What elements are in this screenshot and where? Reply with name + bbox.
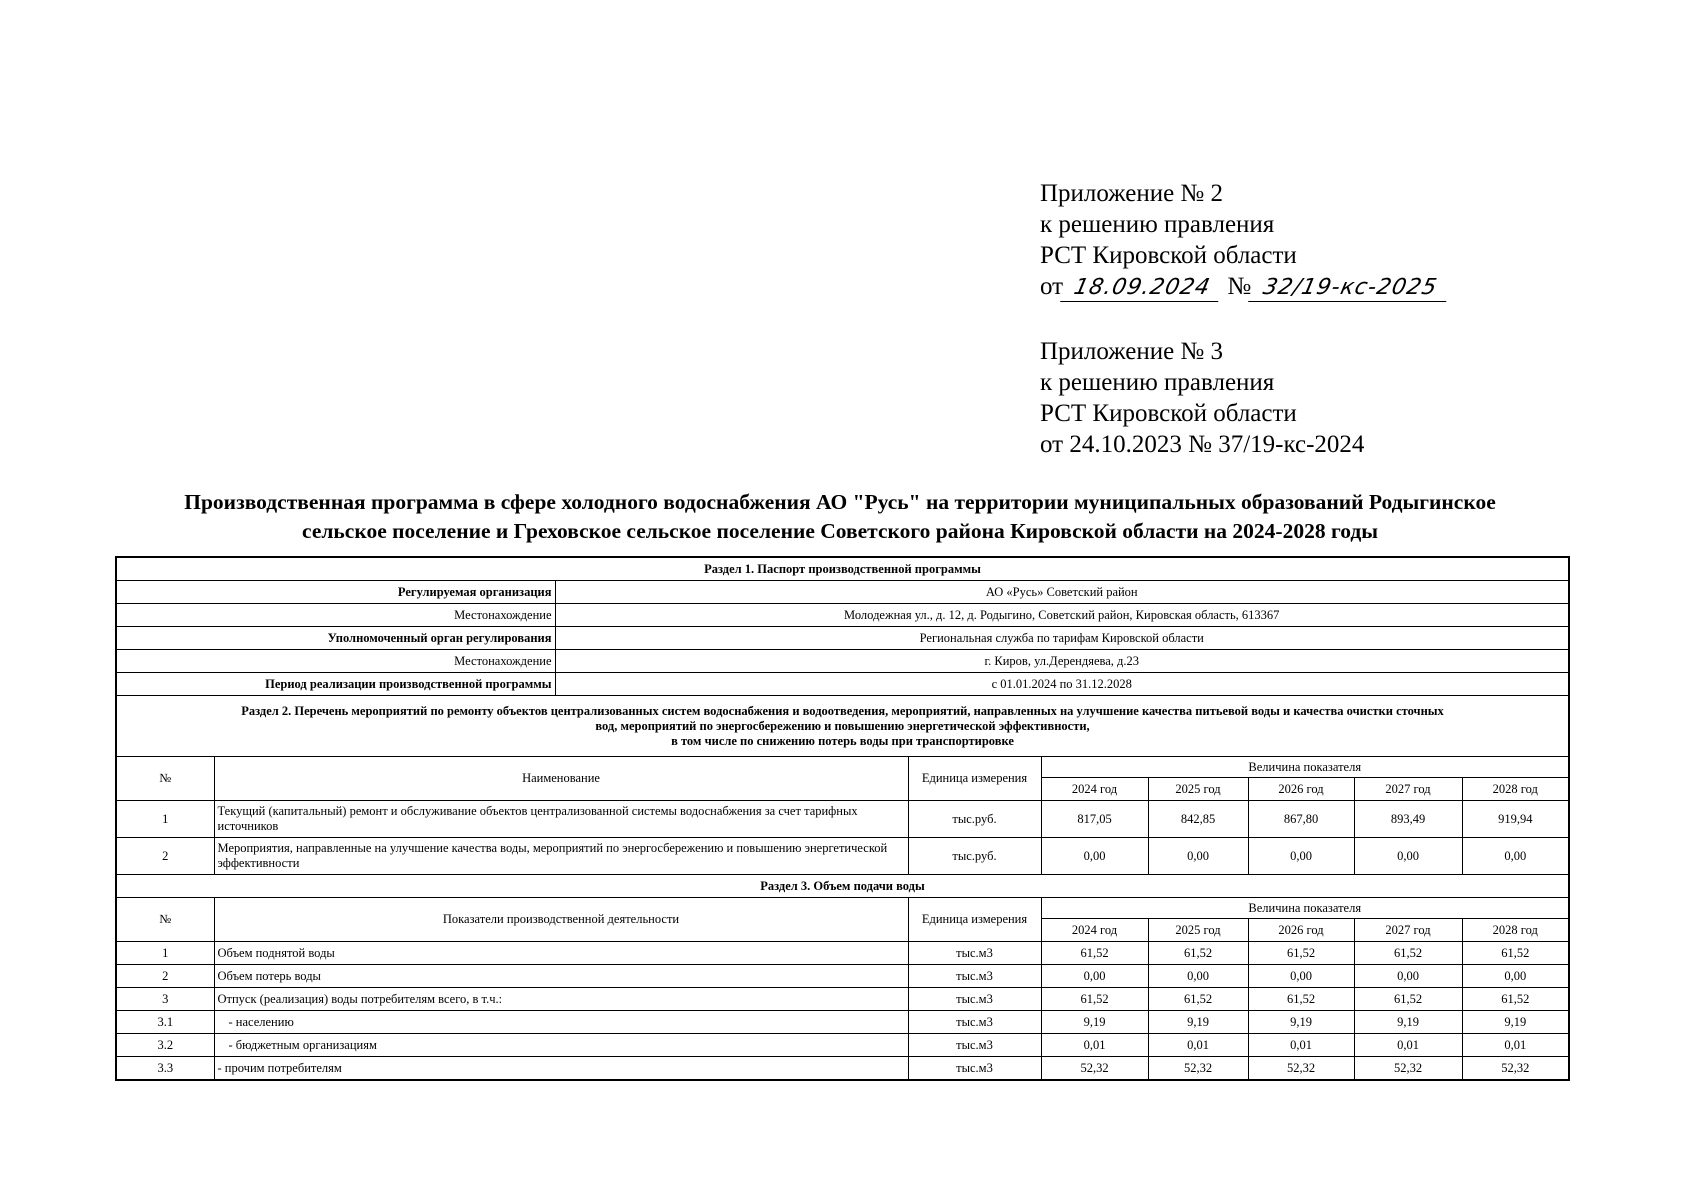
row-number: 2 [116,965,214,988]
row-value: 52,32 [1041,1057,1148,1081]
row-name: - населению [214,1011,908,1034]
section-2-heading [116,696,1569,757]
passport-row [116,627,1569,650]
row-value: 919,94 [1462,801,1569,838]
column-header-unit: Единица измерения [908,898,1041,942]
from-label: от [1040,273,1064,300]
row-unit: тыс.м3 [908,1057,1041,1081]
column-header-year: 2027 год [1354,919,1462,942]
passport-label: Местонахождение [116,604,555,627]
table-row [116,988,1569,1011]
column-header-name: Показатели производственной деятельности [214,898,908,942]
column-header-value: Величина показателя [1041,898,1569,919]
row-name: Текущий (капитальный) ремонт и обслуживание объектов централизованной системы водоснабжения за счет тарифных источников [214,801,908,838]
column-header-year: 2027 год [1354,778,1462,801]
row-unit: тыс.руб. [908,838,1041,875]
appendix-2-subtitle: к решению правления [1040,211,1275,238]
passport-row [116,581,1569,604]
row-value: 52,32 [1462,1057,1569,1081]
row-name: Объем поднятой воды [214,942,908,965]
passport-row [116,604,1569,627]
column-header-year: 2026 год [1248,919,1354,942]
row-number: 3.2 [116,1034,214,1057]
passport-value: Региональная служба по тарифам Кировской области [555,627,1569,650]
row-value: 867,80 [1248,801,1354,838]
passport-value: с 01.01.2024 по 31.12.2028 [555,673,1569,696]
handwritten-date: 18.09.2024 [1060,275,1224,302]
row-name: Мероприятия, направленные на улучшение качества воды, мероприятий по энергосбережению и повышению энергетической эффективности [214,838,908,875]
row-number: 1 [116,942,214,965]
passport-label: Период реализации производственной программы [116,673,555,696]
handwritten-number: 32/19-кс-2025 [1248,275,1452,302]
row-name: Объем потерь воды [214,965,908,988]
table-row [116,1057,1569,1081]
passport-row [116,673,1569,696]
appendix-3-header [1040,336,1560,460]
column-header-year: 2025 год [1148,919,1248,942]
column-header-value: Величина показателя [1041,757,1569,778]
column-header-year: 2026 год [1248,778,1354,801]
row-unit: тыс.м3 [908,965,1041,988]
column-header-unit: Единица измерения [908,757,1041,801]
section-2-heading-line-3: в том числе по снижению потерь воды при транспортировке [671,733,1014,748]
row-number: 2 [116,838,214,875]
table-row [116,965,1569,988]
row-value: 817,05 [1041,801,1148,838]
row-value: 61,52 [1148,988,1248,1011]
table-row [116,838,1569,875]
row-value: 61,52 [1354,988,1462,1011]
appendix-3-subtitle: к решению правления [1040,369,1275,396]
passport-label: Местонахождение [116,650,555,673]
row-value: 893,49 [1354,801,1462,838]
row-value: 61,52 [1248,988,1354,1011]
row-value: 0,01 [1354,1034,1462,1057]
column-header-number: № [116,898,214,942]
appendix-3-decision-ref: от 24.10.2023 № 37/19-кс-2024 [1040,431,1365,458]
row-value: 0,00 [1354,838,1462,875]
section-2-heading-line-2: вод, мероприятий по энергосбережению и повышению энергетической эффективности, [595,718,1090,733]
appendix-2-authority: РСТ Кировской области [1040,242,1297,269]
row-unit: тыс.м3 [908,942,1041,965]
row-value: 61,52 [1462,988,1569,1011]
appendix-2-title: Приложение № 2 [1040,180,1224,207]
appendix-3-title: Приложение № 3 [1040,338,1224,365]
row-value: 9,19 [1248,1011,1354,1034]
section-3-heading: Раздел 3. Объем подачи воды [116,875,1569,898]
row-value: 0,00 [1248,965,1354,988]
passport-value: АО «Русь» Советский район [555,581,1569,604]
row-value: 0,01 [1041,1034,1148,1057]
passport-label: Регулируемая организация [116,581,555,604]
row-name: - прочим потребителям [214,1057,908,1081]
passport-label: Уполномоченный орган регулирования [116,627,555,650]
row-value: 52,32 [1248,1057,1354,1081]
table-row [116,942,1569,965]
passport-value: Молодежная ул., д. 12, д. Родыгино, Советский район, Кировская область, 613367 [555,604,1569,627]
document-title-line-2: сельское поселение и Греховское сельское поселение Советского района Кировской области на 2024-2028 годы [302,519,1378,543]
row-value: 0,00 [1148,965,1248,988]
row-value: 9,19 [1041,1011,1148,1034]
appendix-2-header [1040,178,1560,302]
row-value: 0,00 [1462,965,1569,988]
table-row [116,1011,1569,1034]
row-value: 61,52 [1354,942,1462,965]
passport-row [116,650,1569,673]
document-title-line-1: Производственная программа в сфере холодного водоснабжения АО "Русь" на территории муниципальных образований Родыгинское [184,490,1496,514]
row-value: 0,00 [1148,838,1248,875]
row-value: 0,00 [1041,965,1148,988]
row-unit: тыс.м3 [908,1011,1041,1034]
row-value: 0,01 [1248,1034,1354,1057]
appendix-2-decision-ref [1040,271,1560,302]
section-1-heading: Раздел 1. Паспорт производственной программы [116,557,1569,581]
row-value: 0,01 [1462,1034,1569,1057]
column-header-year: 2025 год [1148,778,1248,801]
row-value: 0,01 [1148,1034,1248,1057]
passport-value: г. Киров, ул.Дерендяева, д.23 [555,650,1569,673]
row-unit: тыс.м3 [908,1034,1041,1057]
row-unit: тыс.руб. [908,801,1041,838]
row-name: - бюджетным организациям [214,1034,908,1057]
row-value: 61,52 [1148,942,1248,965]
document-title [100,488,1580,546]
row-value: 842,85 [1148,801,1248,838]
table-row [116,801,1569,838]
row-value: 0,00 [1354,965,1462,988]
row-value: 9,19 [1148,1011,1248,1034]
row-number: 1 [116,801,214,838]
row-unit: тыс.м3 [908,988,1041,1011]
row-value: 0,00 [1462,838,1569,875]
table-row [116,1034,1569,1057]
appendix-3-authority: РСТ Кировской области [1040,400,1297,427]
column-header-number: № [116,757,214,801]
production-program-table [115,556,1570,1081]
row-value: 52,32 [1148,1057,1248,1081]
row-value: 0,00 [1041,838,1148,875]
section-2-heading-line-1: Раздел 2. Перечень мероприятий по ремонту объектов централизованных систем водоснабжения и водоотведения, мероприятий, направленных на улучшение качества питьевой воды и качества очистки сточных [241,703,1444,718]
row-number: 3.3 [116,1057,214,1081]
row-value: 0,00 [1248,838,1354,875]
row-number: 3.1 [116,1011,214,1034]
row-number: 3 [116,988,214,1011]
row-value: 52,32 [1354,1057,1462,1081]
column-header-year: 2028 год [1462,919,1569,942]
row-name: Отпуск (реализация) воды потребителям всего, в т.ч.: [214,988,908,1011]
number-label: № [1227,273,1252,300]
row-value: 61,52 [1248,942,1354,965]
row-value: 61,52 [1041,942,1148,965]
row-value: 61,52 [1041,988,1148,1011]
column-header-name: Наименование [214,757,908,801]
column-header-year: 2024 год [1041,778,1148,801]
row-value: 9,19 [1462,1011,1569,1034]
column-header-year: 2028 год [1462,778,1569,801]
column-header-year: 2024 год [1041,919,1148,942]
row-value: 61,52 [1462,942,1569,965]
row-value: 9,19 [1354,1011,1462,1034]
